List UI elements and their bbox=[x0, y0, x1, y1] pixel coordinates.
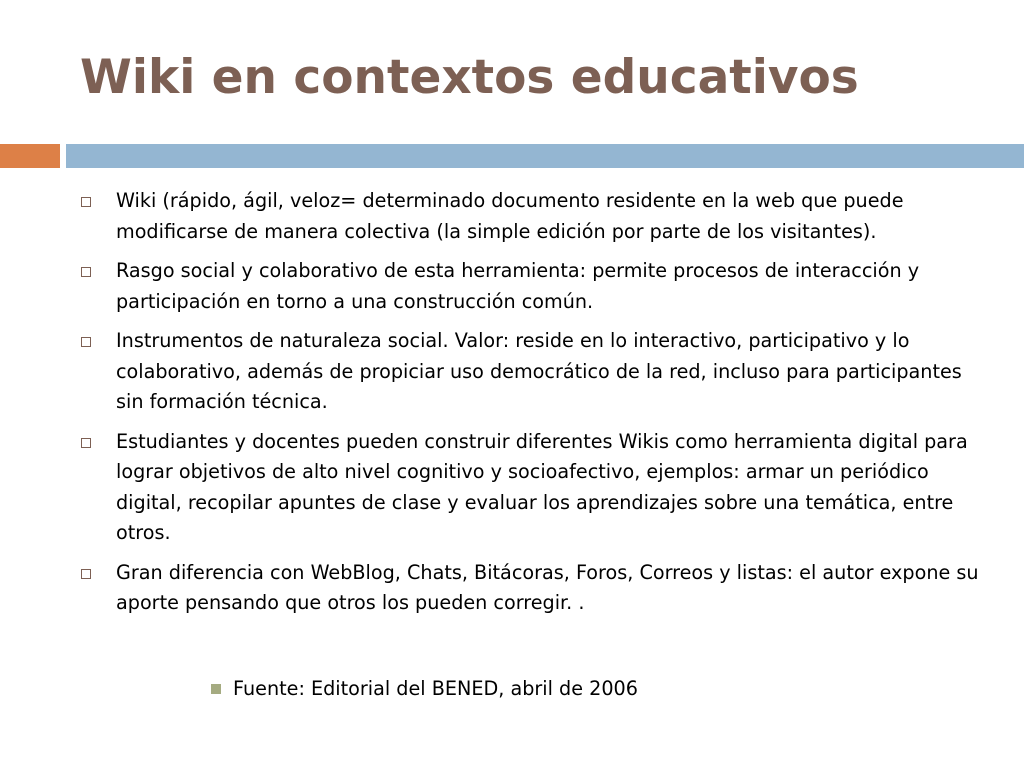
title-accent-bar bbox=[0, 144, 60, 168]
bullet-text: Gran diferencia con WebBlog, Chats, Bitácoras, Foros, Correos y listas: el autor expone su aporte pensando que otros los pueden corregir. . bbox=[116, 560, 979, 614]
bullet-list bbox=[80, 186, 990, 628]
source-citation bbox=[211, 674, 638, 704]
source-text: Fuente: Editorial del BENED, abril de 2006 bbox=[233, 677, 638, 700]
title-divider-bar bbox=[66, 144, 1024, 168]
bullet-text: Instrumentos de naturaleza social. Valor: reside en lo interactivo, participativo y lo colaborativo, además de propiciar uso democrático de la red, incluso para participantes sin formación técnica. bbox=[116, 329, 962, 413]
hollow-square-icon bbox=[81, 197, 91, 207]
bullet-item bbox=[80, 326, 990, 418]
hollow-square-icon bbox=[81, 438, 91, 448]
bullet-text: Wiki (rápido, ágil, veloz= determinado documento residente en la web que puede modificarse de manera colectiva (la simple edición por parte de los visitantes). bbox=[116, 189, 904, 243]
hollow-square-icon bbox=[81, 569, 91, 579]
slide-title: Wiki en contextos educativos bbox=[80, 50, 859, 105]
hollow-square-icon bbox=[81, 337, 91, 347]
bullet-text: Rasgo social y colaborativo de esta herramienta: permite procesos de interacción y participación en torno a una construcción común. bbox=[116, 259, 920, 313]
bullet-text: Estudiantes y docentes pueden construir diferentes Wikis como herramienta digital para lograr objetivos de alto nivel cognitivo y socioafectivo, ejemplos: armar un periódico digital, recopilar apuntes de clase y evaluar los aprendizajes sobre una temática, entre otros. bbox=[116, 429, 968, 544]
bullet-item bbox=[80, 186, 990, 247]
bullet-item bbox=[80, 427, 990, 549]
hollow-square-icon bbox=[81, 267, 91, 277]
filled-square-icon bbox=[211, 684, 221, 694]
bullet-item bbox=[80, 256, 990, 317]
bullet-item bbox=[80, 558, 990, 619]
